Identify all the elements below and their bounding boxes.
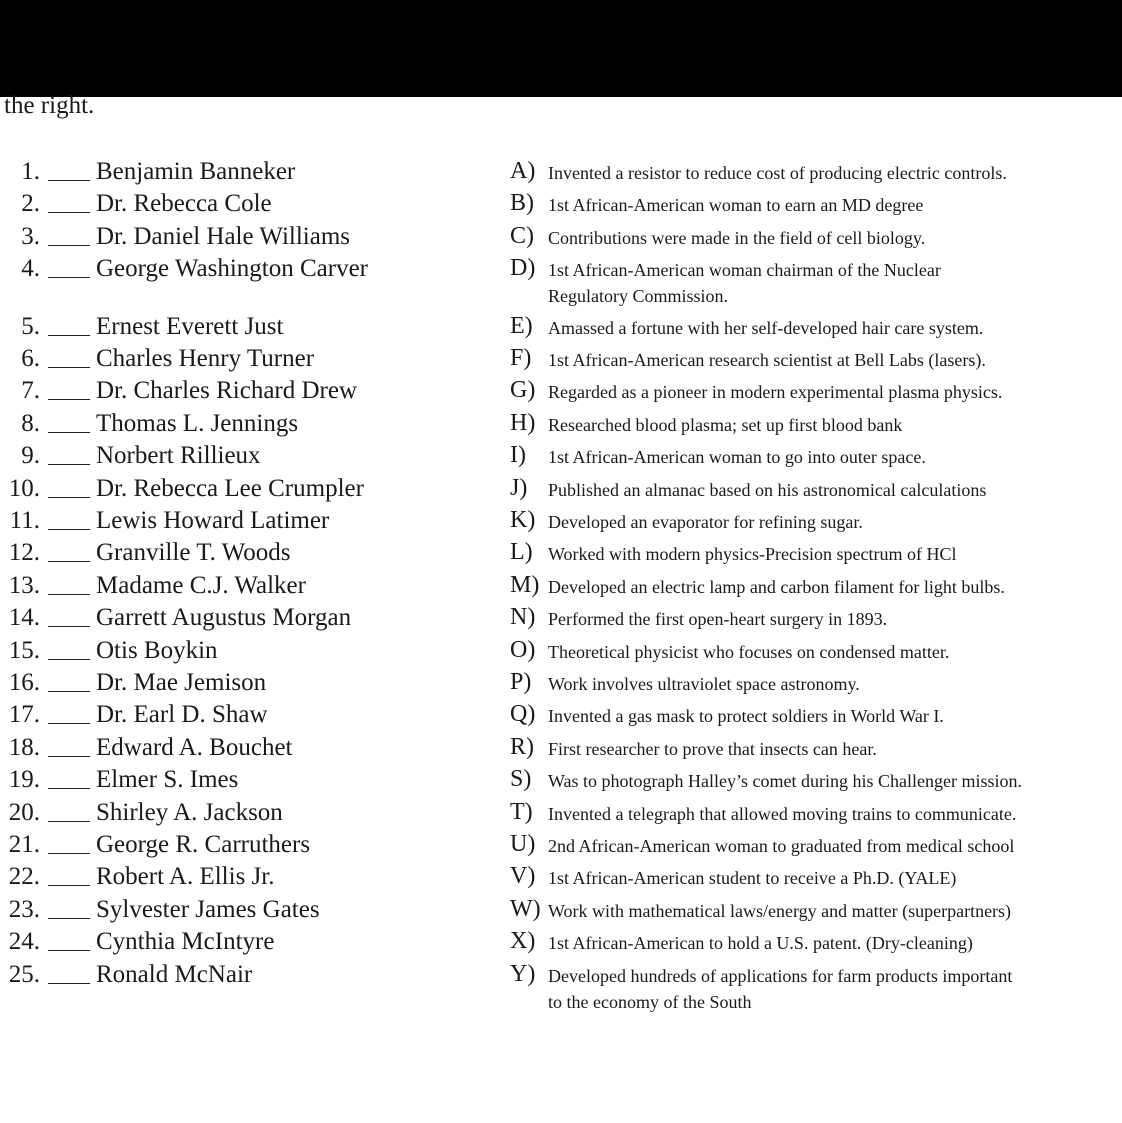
item-number: 5. xyxy=(21,312,40,340)
matching-row xyxy=(0,928,1122,960)
option-letter: G) xyxy=(510,377,536,404)
option-letter: A) xyxy=(510,158,536,184)
matching-row xyxy=(0,734,1122,766)
matching-row xyxy=(0,831,1122,863)
scientist-name: Ronald McNair xyxy=(96,960,253,988)
item-number: 3. xyxy=(21,222,40,250)
matching-row xyxy=(0,507,1122,539)
option-letter: Q) xyxy=(510,701,536,728)
matching-row xyxy=(0,345,1122,377)
scientist-name: Norbert Rillieux xyxy=(96,442,261,470)
item-number: 9. xyxy=(21,442,40,470)
option-letter: Y) xyxy=(510,960,536,987)
scientist-name: Ernest Everett Just xyxy=(96,312,284,340)
matching-row xyxy=(0,669,1122,701)
item-number: 24. xyxy=(8,928,40,956)
matching-row xyxy=(0,799,1122,831)
scientist-name: Benjamin Banneker xyxy=(96,158,296,185)
item-number: 22. xyxy=(8,863,40,891)
option-letter: K) xyxy=(510,507,536,533)
scientist-name: Otis Boykin xyxy=(96,636,218,664)
option-description: Researched blood plasma; set up first blood bank xyxy=(548,414,903,435)
answer-blank[interactable] xyxy=(48,367,90,368)
item-number: 16. xyxy=(8,669,40,696)
item-number: 6. xyxy=(21,345,40,372)
answer-blank[interactable] xyxy=(48,180,90,181)
option-letter: R) xyxy=(510,733,534,760)
answer-blank[interactable] xyxy=(48,821,90,822)
option-description: Amassed a fortune with her self-developed hair care system. xyxy=(548,317,984,338)
option-letter: S) xyxy=(510,766,532,793)
option-description: Worked with modern physics-Precision spectrum of HCl xyxy=(548,544,957,565)
option-description: Developed an electric lamp and carbon filament for light bulbs. xyxy=(548,576,1005,597)
matching-row xyxy=(0,896,1122,928)
option-letter: P) xyxy=(510,669,532,695)
matching-row xyxy=(0,255,1122,307)
item-number: 20. xyxy=(8,798,40,826)
scientist-name: Cynthia McIntyre xyxy=(96,928,275,956)
option-letter: L) xyxy=(510,539,533,566)
option-description: Invented a telegraph that allowed moving trains to communicate. xyxy=(548,803,1017,824)
item-number: 11. xyxy=(9,507,40,534)
item-number: 12. xyxy=(8,539,40,567)
option-description: Invented a resistor to reduce cost of producing electric controls. xyxy=(548,163,1007,183)
option-letter: U) xyxy=(510,831,536,857)
scientist-name: Thomas L. Jennings xyxy=(96,409,299,437)
answer-blank[interactable] xyxy=(48,756,90,757)
matching-row xyxy=(0,158,1122,190)
matching-row xyxy=(0,377,1122,409)
scientist-name: Sylvester James Gates xyxy=(96,895,320,923)
option-description: 1st African-American woman chairman of the Nuclear xyxy=(548,260,941,281)
answer-blank[interactable] xyxy=(48,626,90,627)
option-letter: J) xyxy=(510,474,528,501)
option-description: 2nd African-American woman to graduated from medical school xyxy=(548,836,1015,856)
scientist-name: Dr. Charles Richard Drew xyxy=(96,377,358,405)
item-number: 14. xyxy=(8,604,40,632)
option-description: Contributions were made in the field of cell biology. xyxy=(548,227,926,248)
option-letter: I) xyxy=(510,442,526,469)
item-number: 15. xyxy=(8,636,40,664)
redacted-header-bar xyxy=(0,0,1122,97)
option-description: Work involves ultraviolet space astronomy. xyxy=(548,674,860,694)
option-description: 1st African-American woman to go into outer space. xyxy=(548,447,926,468)
option-description: Regarded as a pioneer in modern experimental plasma physics. xyxy=(548,382,1003,403)
option-letter: B) xyxy=(510,190,534,217)
item-number: 7. xyxy=(21,377,40,405)
scientist-name: George R. Carruthers xyxy=(96,831,311,858)
item-number: 8. xyxy=(21,409,40,437)
item-number: 25. xyxy=(8,960,40,988)
matching-row xyxy=(0,442,1122,474)
item-number: 10. xyxy=(8,474,40,502)
item-number: 2. xyxy=(21,190,40,218)
answer-blank[interactable] xyxy=(48,983,90,984)
answer-blank[interactable] xyxy=(48,561,90,562)
option-letter: N) xyxy=(510,604,536,631)
option-description: 1st African-American student to receive a Ph.D. (YALE) xyxy=(548,868,957,889)
answer-blank[interactable] xyxy=(48,464,90,465)
scientist-name: George Washington Carver xyxy=(96,255,368,283)
option-description: Developed an evaporator for refining sugar. xyxy=(548,512,863,532)
option-letter: O) xyxy=(510,636,536,663)
matching-row xyxy=(0,701,1122,733)
option-description: Theoretical physicist who focuses on condensed matter. xyxy=(548,641,950,662)
matching-row xyxy=(0,960,1122,1012)
answer-blank[interactable] xyxy=(48,885,90,886)
option-letter: V) xyxy=(510,863,536,890)
item-number: 17. xyxy=(8,701,40,729)
option-letter: F) xyxy=(510,345,532,371)
matching-row xyxy=(0,313,1122,345)
item-number: 23. xyxy=(8,895,40,923)
answer-blank[interactable] xyxy=(48,918,90,919)
option-description-continued: Regulatory Commission. xyxy=(548,286,728,307)
scientist-name: Robert A. Ellis Jr. xyxy=(96,863,275,891)
scientist-name: Garrett Augustus Morgan xyxy=(96,604,352,632)
answer-blank[interactable] xyxy=(48,950,90,951)
option-letter: C) xyxy=(510,222,534,249)
option-description: Was to photograph Halley’s comet during his Challenger mission. xyxy=(548,771,1022,792)
scientist-name: Dr. Earl D. Shaw xyxy=(96,701,268,729)
scientist-name: Dr. Rebecca Lee Crumpler xyxy=(96,474,364,502)
item-number: 19. xyxy=(8,766,40,794)
matching-row xyxy=(0,863,1122,895)
option-description: Developed hundreds of applications for farm products important xyxy=(548,965,1013,986)
answer-blank[interactable] xyxy=(48,399,90,400)
option-description: 1st African-American research scientist at Bell Labs (lasers). xyxy=(548,350,986,370)
answer-blank[interactable] xyxy=(48,212,90,213)
scientist-name: Elmer S. Imes xyxy=(96,766,239,794)
scientist-name: Dr. Rebecca Cole xyxy=(96,190,272,218)
option-letter: X) xyxy=(510,928,536,955)
matching-row xyxy=(0,572,1122,604)
answer-blank[interactable] xyxy=(48,723,90,724)
option-letter: H) xyxy=(510,409,536,436)
instructions-text: the right. xyxy=(4,92,95,119)
option-letter: W) xyxy=(510,895,541,922)
matching-row xyxy=(0,223,1122,255)
answer-blank[interactable] xyxy=(48,788,90,789)
option-letter: T) xyxy=(510,798,533,825)
scientist-name: Dr. Daniel Hale Williams xyxy=(96,222,351,250)
option-description: Work with mathematical laws/energy and matter (superpartners) xyxy=(548,900,1012,921)
scientist-name: Lewis Howard Latimer xyxy=(96,507,330,534)
answer-blank[interactable] xyxy=(48,529,90,530)
answer-blank[interactable] xyxy=(48,594,90,595)
scientist-name: Dr. Mae Jemison xyxy=(96,669,267,696)
matching-row xyxy=(0,190,1122,222)
option-letter: M) xyxy=(510,571,540,598)
answer-blank[interactable] xyxy=(48,853,90,854)
option-description: Invented a gas mask to protect soldiers in World War I. xyxy=(548,706,944,727)
option-letter: D) xyxy=(510,255,536,282)
scientist-name: Edward A. Bouchet xyxy=(96,733,293,761)
item-number: 1. xyxy=(21,158,40,185)
option-letter: E) xyxy=(510,312,533,339)
matching-row xyxy=(0,604,1122,636)
answer-blank[interactable] xyxy=(48,691,90,692)
scientist-name: Madame C.J. Walker xyxy=(96,571,306,599)
answer-blank[interactable] xyxy=(48,497,90,498)
option-description: First researcher to prove that insects can hear. xyxy=(548,738,877,759)
matching-row xyxy=(0,410,1122,442)
item-number: 18. xyxy=(8,733,40,761)
item-number: 4. xyxy=(21,255,40,283)
answer-blank[interactable] xyxy=(48,659,90,660)
option-description: Published an almanac based on his astronomical calculations xyxy=(548,479,987,500)
option-description: 1st African-American to hold a U.S. patent. (Dry-cleaning) xyxy=(548,933,973,954)
scientist-name: Charles Henry Turner xyxy=(96,345,315,372)
matching-row xyxy=(0,637,1122,669)
matching-row xyxy=(0,539,1122,571)
matching-row xyxy=(0,766,1122,798)
scientist-name: Granville T. Woods xyxy=(96,539,291,567)
option-description: Performed the first open-heart surgery in 1893. xyxy=(548,609,888,630)
answer-blank[interactable] xyxy=(48,432,90,433)
answer-blank[interactable] xyxy=(48,245,90,246)
option-description: 1st African-American woman to earn an MD degree xyxy=(548,195,924,216)
item-number: 13. xyxy=(8,571,40,599)
matching-row xyxy=(0,475,1122,507)
answer-blank[interactable] xyxy=(48,335,90,336)
scientist-name: Shirley A. Jackson xyxy=(96,798,283,826)
option-description-continued: to the economy of the South xyxy=(548,991,752,1012)
item-number: 21. xyxy=(8,831,40,858)
answer-blank[interactable] xyxy=(48,277,90,278)
